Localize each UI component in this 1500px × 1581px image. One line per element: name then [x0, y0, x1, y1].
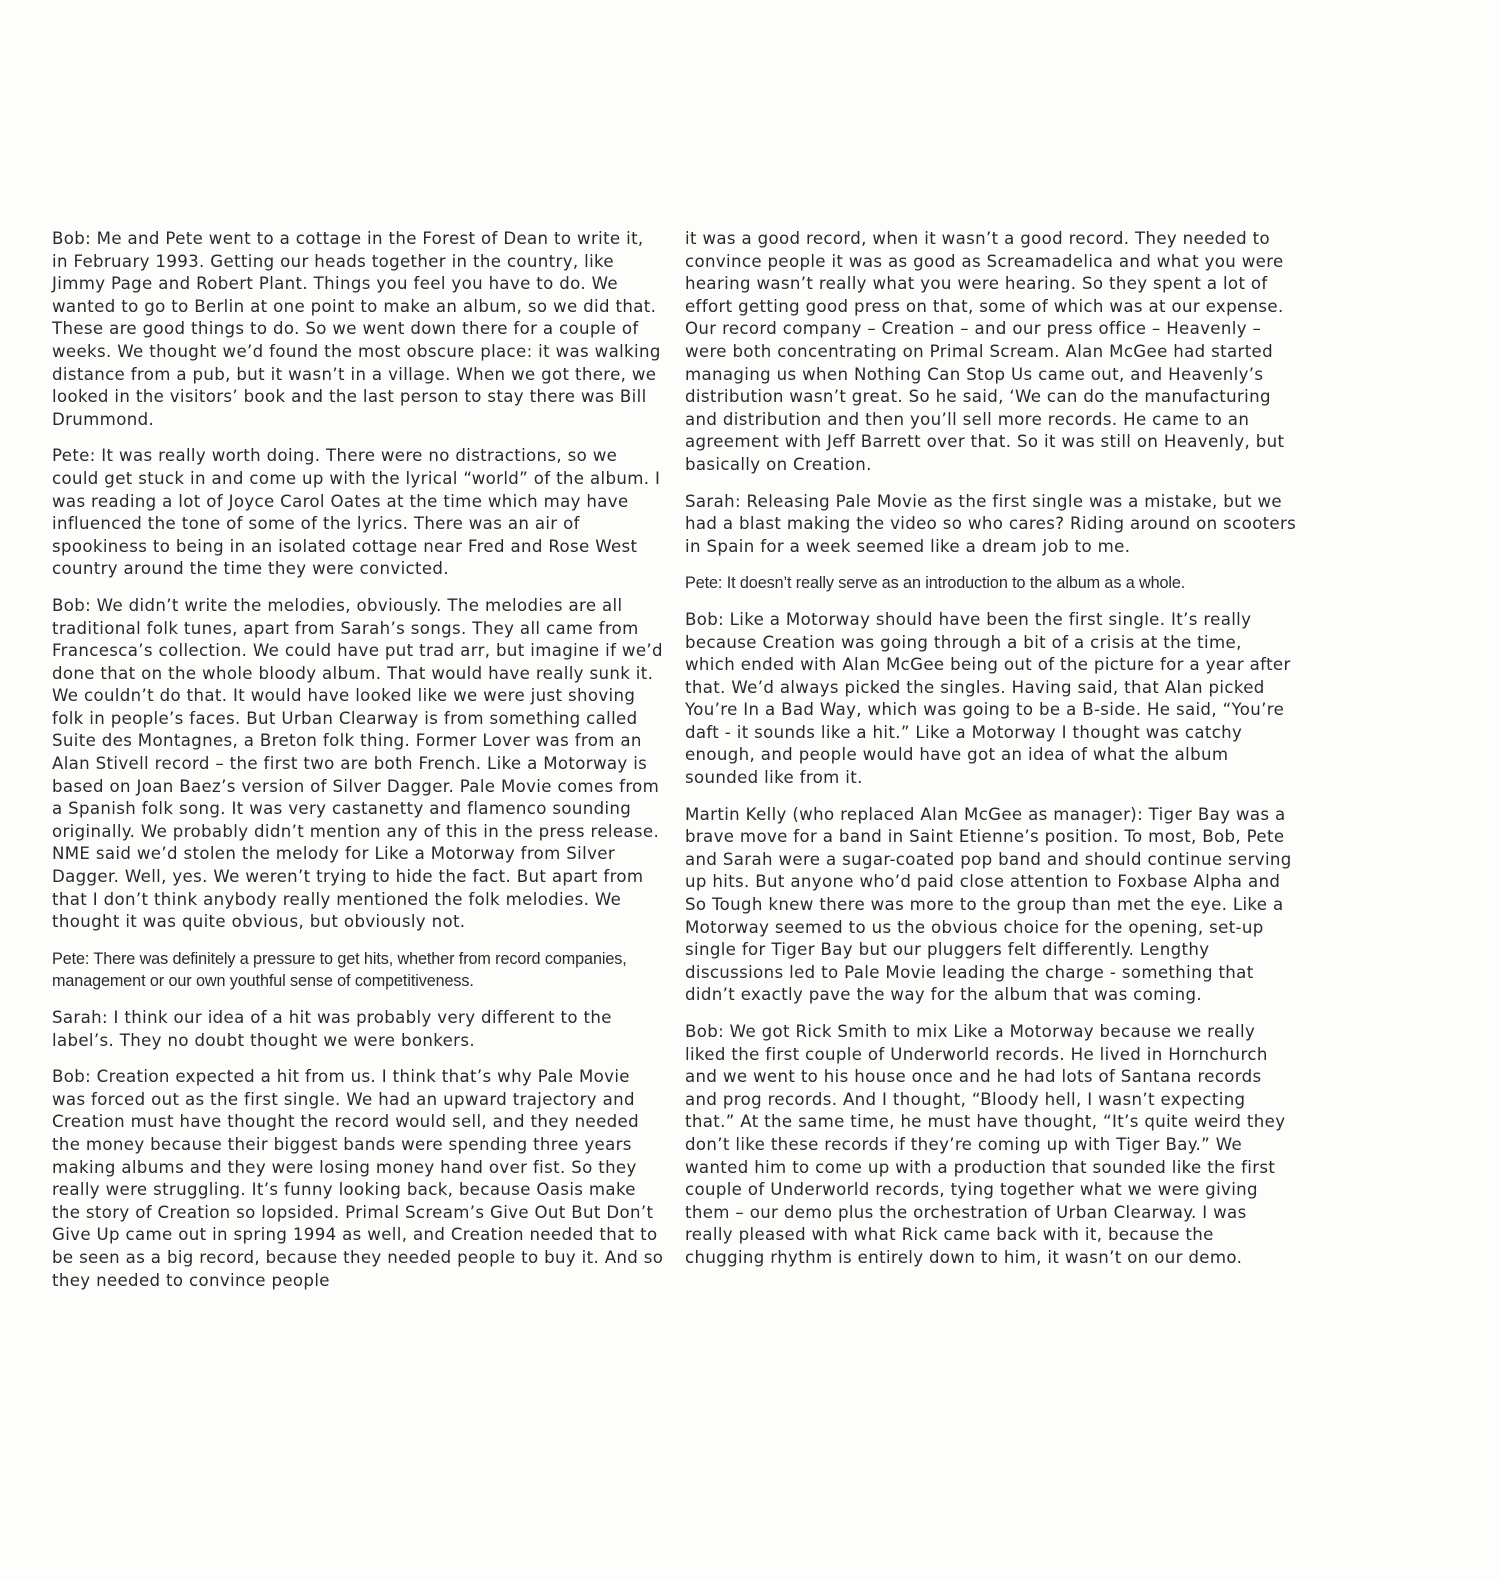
paragraph-martin-kelly: Martin Kelly (who replaced Alan McGee as manager): Tiger Bay was a brave move for a band in Saint Etienne’s position. To most, Bob, Pete and Sarah were a sugar-coated pop band and should continue serving up hits. But anyone who’d paid close attention to Foxbase Alpha and So Tough knew there was more to the group than met the eye. Like a Motorway seemed to us the obvious choice for the opening, set-up single for Tiger Bay but our pluggers felt differently. Lengthy discussions led to Pale Movie leading the charge - something that didn’t exactly pave the way for the album that was coming. — [685, 804, 1292, 1005]
paragraph-sarah-pale-movie: Sarah: Releasing Pale Movie as the first single was a mistake, but we had a blast making the video so who cares? Riding around on scooters in Spain for a week seemed like a dream job to me. — [685, 491, 1297, 556]
left-column — [52, 228, 664, 1306]
paragraph-bob-motorway: Bob: Like a Motorway should have been the first single. It’s really because Creation was going through a bit of a crisis at the time, which ended with Alan McGee being out of the picture for a year after that. We’d always picked the singles. Having said, that Alan picked You’re In a Bad Way, which was going to be a B-side. He said, “You’re daft - it sounds like a hit.” Like a Motorway I thought was catchy enough, and people would have got an idea of what the album sounded like from it. — [685, 609, 1291, 788]
paragraph-bob-rick-smith: Bob: We got Rick Smith to mix Like a Motorway because we really liked the first couple of Underworld records. He lived in Hornchurch and we went to his house once and he had lots of Santana records and prog records. And I thought, “Bloody hell, I wasn’t expecting that.” At the same time, he must have thought, “It’s quite weird they don’t like these records if they’re coming up with Tiger Bay.” We wanted him to come up with a production that sounded like the first couple of Underworld records, tying together what we were giving them – our demo plus the orchestration of Urban Clearway. I was really pleased with what Rick came back with it, because the chugging rhythm is entirely down to him, it wasn’t on our demo. — [685, 1022, 1286, 1267]
right-column — [685, 228, 1297, 1284]
paragraph-bob-cottage: Bob: Me and Pete went to a cottage in the Forest of Dean to write it, in February 1993. Getting our heads together in the country, like Jimmy Page and Robert Plant. Things you feel you have to do. We wanted to go to Berlin at one point to make an album, so we did that. These are good things to do. So we went down there for a couple of weeks. We thought we’d found the most obscure place: it was walking distance from a pub, but it wasn’t in a village. When we got there, we looked in the visitors’ book and the last person to stay there was Bill Drummond. — [52, 229, 661, 429]
paragraph-pete-pressure: Pete: There was definitely a pressure to get hits, whether from record companies, management or our own youthful sense of competitiveness. — [52, 949, 627, 991]
paragraph-sarah-hit: Sarah: I think our idea of a hit was probably very different to the label’s. They no doubt thought we were bonkers. — [52, 1008, 612, 1050]
paragraph-bob-melodies: Bob: We didn’t write the melodies, obviously. The melodies are all traditional folk tunes, apart from Sarah’s songs. They all came from Francesca’s collection. We could have put trad arr, but imagine if we’d done that on the whole bloody album. That would have really sunk it. We couldn’t do that. It would have looked like we were just shoving folk in people’s faces. But Urban Clearway is from something called Suite des Montagnes, a Breton folk thing. Former Lover was from an Alan Stivell record – the first two are both French. Like a Motorway is based on Joan Baez’s version of Silver Dagger. Pale Movie comes from a Spanish folk song. It was very castanetty and flamenco sounding originally. We probably didn’t mention any of this in the press release. NME said we’d stolen the melody for Like a Motorway from Silver Dagger. Well, yes. We weren’t trying to hide the fact. But apart from that I don’t think anybody really mentioned the folk melodies. We thought it was quite obvious, but obviously not. — [52, 595, 663, 932]
paragraph-bob-creation: Bob: Creation expected a hit from us. I think that’s why Pale Movie was forced out as the first single. We had an upward trajectory and Creation must have thought the record would sell, and they needed the money because their biggest bands were spending three years making albums and they were losing money hand over fist. So they really were struggling. It’s funny looking back, because Oasis make the story of Creation so lopsided. Primal Scream’s Give Out But Don’t Give Up came out in spring 1994 as well, and Creation needed that to be seen as a big record, because they needed people to buy it. And so they needed to convince people — [52, 1067, 664, 1290]
paragraph-good-record: it was a good record, when it wasn’t a good record. They needed to convince people it was as good as Screamadelica and what you were hearing wasn’t really what you were hearing. So they spent a lot of effort getting good press on that, some of which was at our expense. Our record company – Creation – and our press office – Heavenly – were both concentrating on Primal Scream. Alan McGee had started managing us when Nothing Can Stop Us came out, and Heavenly’s distribution wasn’t great. So he said, ‘We can do the manufacturing and distribution and then you’ll sell more records. He came to an agreement with Jeff Barrett over that. So it was still on Heavenly, but basically on Creation. — [685, 229, 1285, 474]
paragraph-pete-worth-doing: Pete: It was really worth doing. There were no distractions, so we could get stuck in and come up with the lyrical “world” of the album. I was reading a lot of Joyce Carol Oates at the time which may have influenced the tone of some of the lyrics. There was an air of spookiness to being in an isolated cottage near Fred and Rose West country around the time they were convicted. — [52, 446, 661, 579]
paragraph-pete-introduction: Pete: It doesn’t really serve as an introduction to the album as a whole. — [685, 574, 1186, 593]
